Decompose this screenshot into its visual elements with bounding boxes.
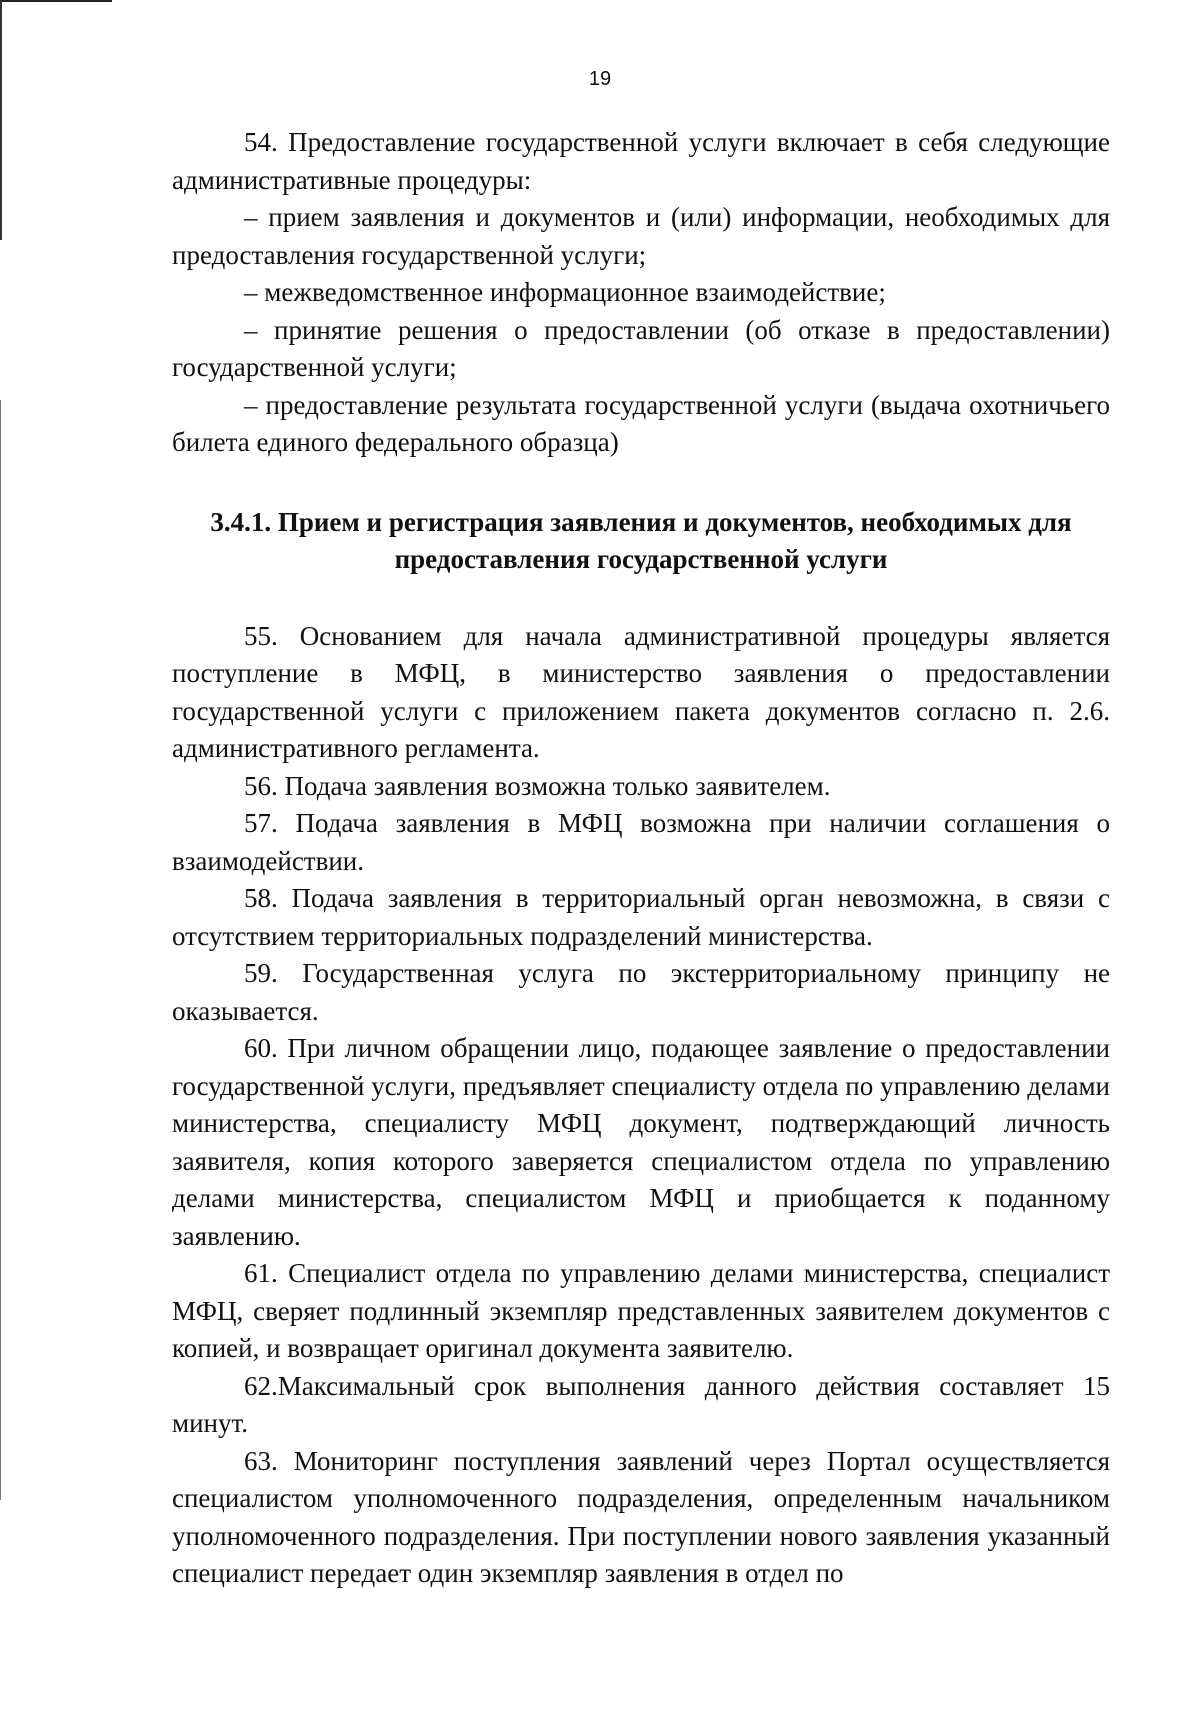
paragraph-55: 55. Основанием для начала административной процедуры является поступление в МФЦ, в министерство заявления о предоставлении государственной услуги с приложением пакета документов согласно п. 2.6. административного регламента. (172, 620, 1110, 763)
scan-edge-mark-left (0, 0, 2, 240)
paragraph-63: 63. Мониторинг поступления заявлений через Портал осуществляется специалистом уполномоченного подразделения, определенным начальником уполномоченного подразделения. При поступлении нового заявления указанный специалист передает один экземпляр заявления в отдел по (172, 1445, 1110, 1588)
list-item-interagency: – межведомственное информационное взаимодействие; (244, 277, 886, 307)
paragraph-62: 62.Максимальный срок выполнения данного действия составляет 15 минут. (172, 1370, 1110, 1438)
paragraph-56: 56. Подача заявления возможна только заявителем. (244, 770, 831, 801)
scan-edge-mark-left-lower (0, 400, 1, 1500)
paragraph-61: 61. Специалист отдела по управлению делами министерства, специалист МФЦ, сверяет подлинный экземпляр представленных заявителем документов с копией, и возвращает оригинал документа заявителю. (172, 1258, 1110, 1363)
list-item-result: – предоставление результата государственной услуги (выдача охотничьего билета единого федерального образца) (172, 389, 1110, 457)
paragraph-57: 57. Подача заявления в МФЦ возможна при наличии соглашения о взаимодействии. (172, 808, 1110, 876)
section-heading: 3.4.1. Прием и регистрация заявления и документов, необходимых для предоставления государственной услуги (210, 506, 1072, 574)
paragraph-58: 58. Подача заявления в территориальный орган невозможна, в связи с отсутствием территориальных подразделений министерства. (172, 883, 1110, 951)
paragraph-60: 60. При личном обращении лицо, подающее заявление о предоставлении государственной услуги, предъявляет специалисту отдела по управлению делами министерства, специалисту МФЦ документ, подтверждающий личность заявителя, копия которого заверяется специалистом отдела по управлению делами министерства, специалистом МФЦ и приобщается к поданному заявлению. (172, 1033, 1110, 1251)
paragraph-59: 59. Государственная услуга по экстерриториальному принципу не оказывается. (172, 958, 1110, 1026)
page-number: 19 (588, 68, 612, 90)
list-item-reception: – прием заявления и документов и (или) информации, необходимых для предоставления государственной услуги; (172, 202, 1110, 270)
document-body (172, 124, 1110, 1593)
list-item-decision: – принятие решения о предоставлении (об отказе в предоставлении) государственной услуги; (172, 314, 1110, 382)
paragraph-54: 54. Предоставление государственной услуги включает в себя следующие административные процедуры: (172, 127, 1110, 195)
scan-edge-mark-top (0, 0, 112, 2)
